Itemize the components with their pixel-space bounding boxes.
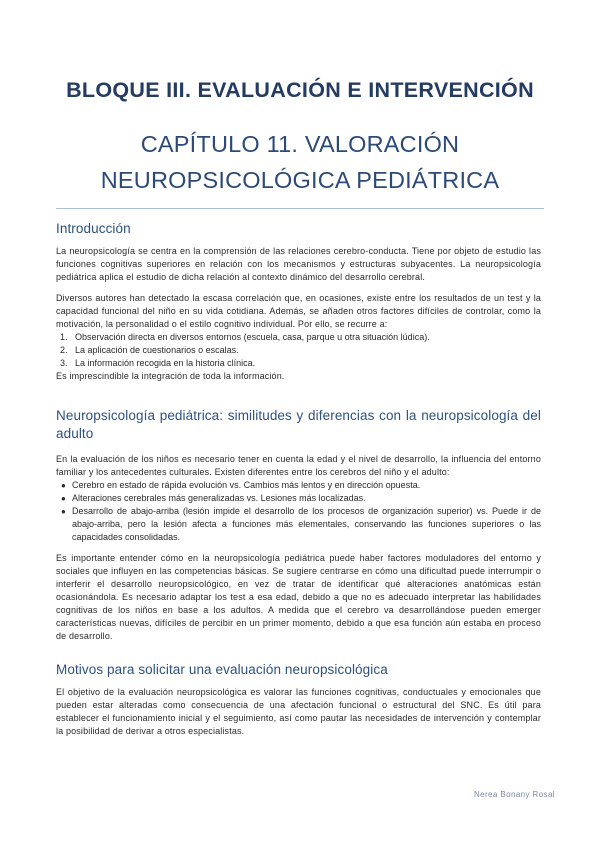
section-heading-motives: Motivos para solicitar una evaluación neuropsicológica xyxy=(56,662,388,677)
paragraph: Es importante entender cómo en la neuropsicología pediátrica puede haber factores moduladores del entorno y sociales que influyen en las competencias básicas. Se sugiere centrarse en cómo una dificultad puede interrumpir o interferir el desarrollo neuropsicológico, en vez de tratar de identificar qué alteraciones anatómicas están ocasionándola. Es necesario adaptar los test a esa edad, debido a que no es adecuado interpretar las habilidades cognitivas de los niños en base a los adultos. A medida que el cerebro va desarrollándose pueden emerger características nuevas, difíciles de percibir en un primer momento, debido a que esa función aún estaba en proceso de desarrollo. xyxy=(56,553,541,641)
list-item-text: Observación directa en diversos entornos (escuela, casa, parque u otra situación lúdica). xyxy=(75,332,430,342)
chapter-title xyxy=(0,126,600,198)
list-item-text: Cerebro en estado de rápida evolución vs. Cambios más lentos y en dirección opuesta. xyxy=(72,480,421,490)
paragraph: En la evaluación de los niños es necesario tener en cuenta la edad y el nivel de desarrollo, la influencia del entorno familiar y los antecedentes culturales. Existen diferentes entre los cerebros del niño y el adulto: xyxy=(56,454,541,477)
block-title: BLOQUE III. EVALUACIÓN E INTERVENCIÓN xyxy=(66,78,534,102)
section-introduction xyxy=(56,222,541,383)
list-item xyxy=(56,357,541,370)
list-item xyxy=(56,331,541,344)
numbered-list xyxy=(56,331,541,370)
paragraph: Diversos autores han detectado la escasa correlación que, en ocasiones, existe entre los resultados de un test y la capacidad funcional del niño en su vida cotidiana. Además, se añaden otros factores difíciles de controlar, como la motivación, la personalidad o el estilo cognitivo individual. Por ello, se recurre a: xyxy=(56,293,541,329)
list-item-text: Alteraciones cerebrales más generalizadas vs. Lesiones más localizadas. xyxy=(72,493,366,503)
paragraph: La neuropsicología se centra en la comprensión de las relaciones cerebro-conducta. Tiene por objeto de estudio las funciones cognitivas superiores en relación con los mecanismos y estructuras subyacentes. La neuropsicología pediátrica aplica el estudio de dicha relación al contexto dinámico del desarrollo cerebral. xyxy=(56,246,541,282)
list-item-text: Desarrollo de abajo-arriba (lesión impide el desarrollo de los procesos de organización superior) vs. Puede ir de abajo-arriba, pero la lesión afecta a funciones más elementales, conservando las funciones superiores o las capacidades consolidadas. xyxy=(72,506,541,542)
list-number: 3. xyxy=(60,358,68,368)
bullet-icon: ● xyxy=(61,481,66,490)
chapter-title-line-2: NEUROPSICOLÓGICA PEDIÁTRICA xyxy=(100,167,500,193)
bullet-icon: ● xyxy=(61,494,66,503)
list-number: 1. xyxy=(60,332,68,342)
list-item-text: La información recogida en la historia clínica. xyxy=(75,358,256,368)
list-item xyxy=(56,479,541,492)
list-number: 2. xyxy=(60,345,68,355)
footer-author: Nerea Bonany Rosal xyxy=(473,790,555,799)
bullet-icon: ● xyxy=(61,507,66,516)
list-item xyxy=(56,505,541,544)
section-heading-introduction: Introducción xyxy=(56,221,131,236)
header-divider xyxy=(56,208,544,209)
section-similarities xyxy=(56,407,541,643)
document-body xyxy=(56,222,541,754)
list-item xyxy=(56,492,541,505)
paragraph: El objetivo de la evaluación neuropsicológica es valorar las funciones cognitivas, conductuales y emocionales que pueden estar alteradas como consecuencia de una afectación funcional o estructural del SNC. Es útil para establecer el funcionamiento inicial y el seguimiento, así como pautar las necesidades de intervención y contemplar la posibilidad de derivar a otros especialistas. xyxy=(56,687,541,736)
paragraph: Es imprescindible la integración de toda la información. xyxy=(56,371,285,381)
list-item xyxy=(56,344,541,357)
list-item-text: La aplicación de cuestionarios o escalas. xyxy=(75,345,239,355)
section-motives xyxy=(56,663,541,738)
section-heading-similarities: Neuropsicología pediátrica: similitudes y diferencias con la neuropsicología del adulto xyxy=(56,408,541,441)
chapter-title-line-1: CAPÍTULO 11. VALORACIÓN xyxy=(140,131,460,157)
bullet-list xyxy=(56,479,541,544)
